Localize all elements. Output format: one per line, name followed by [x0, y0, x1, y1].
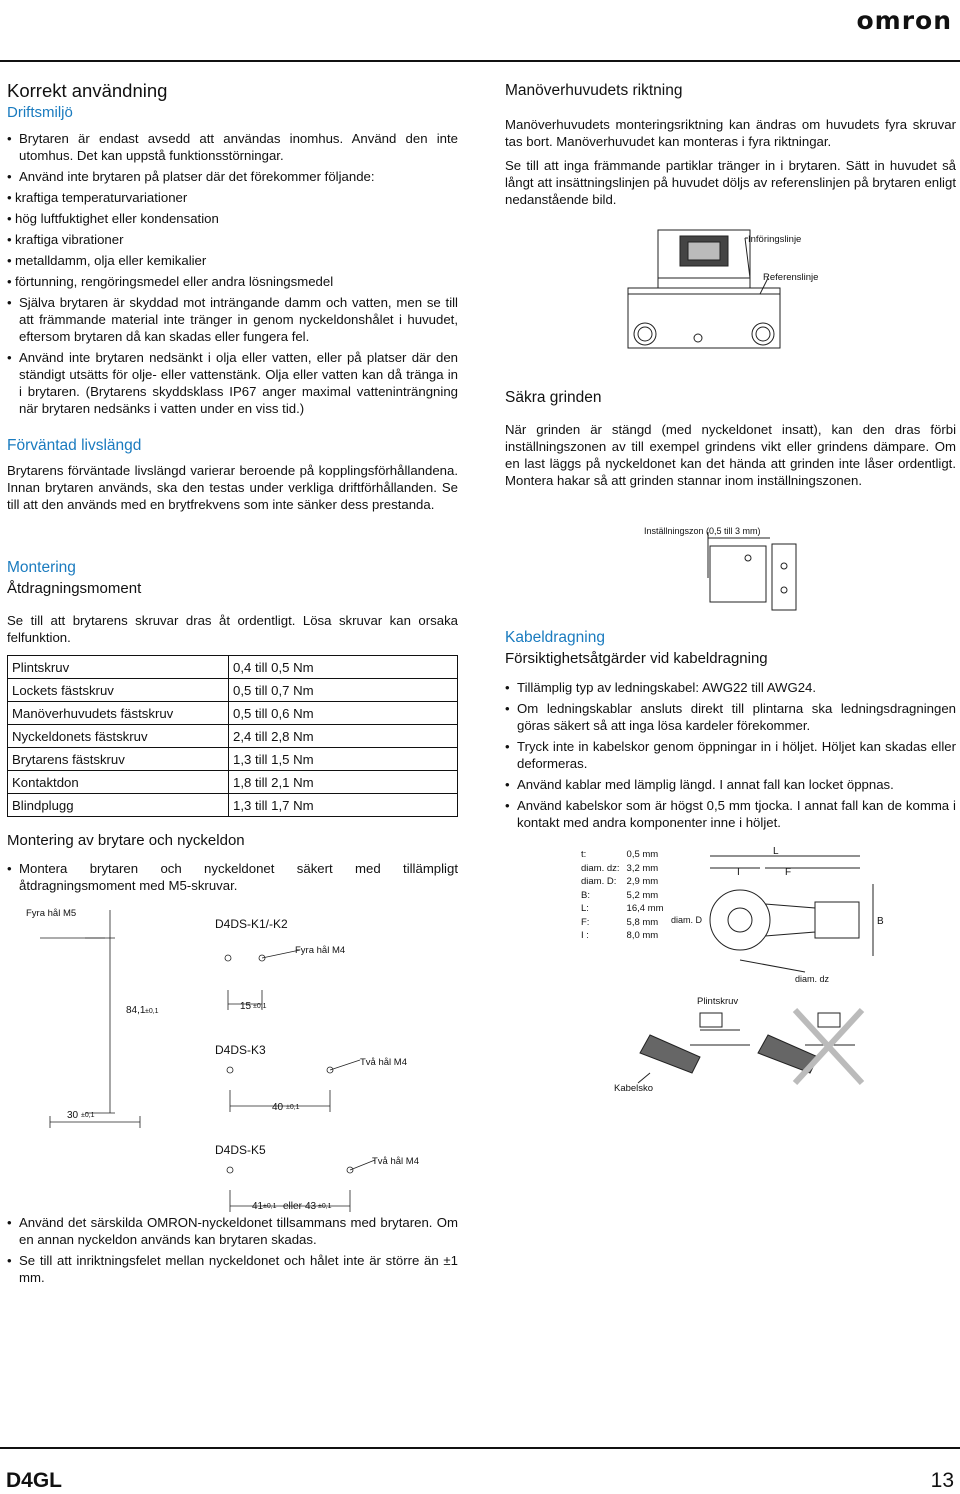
dim-30: 30 — [67, 1110, 79, 1121]
leader-line — [330, 1060, 360, 1070]
switch-body — [628, 288, 780, 348]
label-k1-k2: D4DS-K1/-K2 — [215, 917, 288, 931]
label-F: F — [785, 867, 792, 878]
dir-p2: Se till att inga främmande partiklar tränger in i brytaren. Sätt in huvudet så långt att insättningslinjen på huvudet döljs av referenslinjen på brytaren enligt nedanstående bild. — [505, 158, 956, 207]
table-cell: Brytarens fästskruv — [8, 748, 229, 771]
leader-line — [638, 1073, 650, 1083]
table-row — [8, 702, 458, 725]
footer-model: D4GL — [6, 1469, 63, 1492]
leader-line — [740, 960, 805, 972]
cable-bullet-2: • Om ledningskablar ansluts direkt till plintarna ska ledningsdragningen göras säkert så att inga lösa kardeler förekommer. — [505, 700, 956, 734]
bracket — [772, 544, 796, 610]
label-referenslinje: Referenslinje — [763, 272, 819, 283]
env-section — [7, 130, 458, 421]
env-sub-3: • kraftiga vibrationer — [7, 231, 458, 248]
spec-key: I : — [581, 930, 589, 941]
heading-manoverhuvudets-riktning: Manöverhuvudets riktning — [505, 82, 683, 99]
heading-montering: Montering — [7, 559, 76, 576]
tolerance: ±0,1 — [145, 1008, 159, 1015]
env-bullet-1: • Brytaren är endast avsedd att användas inomhus. Använd den inte utomhus. Det kan uppstå funktionsstörningar. — [7, 130, 458, 164]
env-sub-2: • hög luftfuktighet eller kondensation — [7, 210, 458, 227]
screw-mark — [781, 587, 787, 593]
env-sub-5: • förtunning, rengöringsmedel eller andra lösningsmedel — [7, 273, 458, 290]
spec-key: L: — [581, 903, 589, 914]
mount-hole — [634, 323, 656, 345]
env-sub-1: • kraftiga temperaturvariationer — [7, 189, 458, 206]
torque-table — [7, 655, 458, 817]
heading-driftsmiljo: Driftsmiljö — [7, 104, 73, 121]
tolerance: ±0,1 — [253, 1003, 267, 1010]
lug-ring — [710, 890, 770, 950]
table-row — [8, 794, 458, 817]
spec-value: 5,2 mm — [626, 889, 659, 901]
table-cell: Kontaktdon — [8, 771, 229, 794]
table-row — [8, 679, 458, 702]
env-sub-4: • metalldamm, olja eller kemikalier — [7, 252, 458, 269]
cable-bullet-3: • Tryck inte in kabelskor genom öppningar in i höljet. Höljet kan skadas eller deformeras. — [505, 738, 956, 772]
heading-forvantad-livslangd: Förväntad livslängd — [7, 437, 142, 454]
screw-mark — [694, 334, 702, 342]
table-cell: 1,3 till 1,7 Nm — [229, 794, 458, 817]
lug-hole — [728, 908, 752, 932]
spec-key: t: — [581, 849, 587, 860]
dim-43: 43 — [305, 1201, 317, 1212]
cable-section — [505, 679, 956, 835]
torque-table-wrap — [7, 655, 458, 817]
title-korrekt-anvandning: Korrekt användning — [7, 80, 168, 101]
cable-bullet-1: • Tillämplig typ av ledningskabel: AWG22 till AWG24. — [505, 679, 956, 696]
gate-text: När grinden är stängd (med nyckeldonet insatt), kan den dras förbi inställningszonen av till exempel grindens vikt eller grindens dämpare. Om en last läggs på nyckeldonet kan det hända att grinden inte låser ordentligt. Montera hakar så att grinden stannar inom inställningszonen. — [505, 422, 956, 488]
env-bullet-4: • Använd inte brytaren nedsänkt i olja eller vatten, eller på platser där den ständigt utsätts för olje- eller vattenstänk. Olja eller vatten kan då tränga in i brytaren. (Brytarens skyddsklass IP67 anger maximal vatteninträngning när brytaren nedsänks i vatten under en viss tid.) — [7, 349, 458, 417]
screw-head — [700, 1013, 722, 1027]
table-cell: Blindplugg — [8, 794, 229, 817]
tolerance: ±0,1 — [263, 1203, 277, 1210]
lug-diagram — [665, 844, 895, 994]
spec-value: 2,9 mm — [626, 876, 659, 887]
final-bullet-1: • Använd det särskilda OMRON-nyckeldonet tillsammans med brytaren. Om en annan nyckeldon används kan brytaren skadas. — [7, 1214, 458, 1248]
table-row — [8, 725, 458, 748]
life-text: Brytarens förväntade livslängd varierar beroende på kopplingsförhållandena. Innan brytaren används, ska den testas under verkliga driftförhållanden. Se till att den används med en brytfrekvens som inte sänker dess prestanda. — [7, 463, 458, 512]
lug-body — [640, 1035, 700, 1073]
label-L: L — [773, 846, 779, 857]
screw-mark — [745, 555, 751, 561]
table-cell: 1,8 till 2,1 Nm — [229, 771, 458, 794]
tolerance: ±0,1 — [81, 1112, 95, 1119]
label-tva-hal-m4-b: Två hål M4 — [372, 1156, 419, 1167]
table-cell: 0,5 till 0,7 Nm — [229, 679, 458, 702]
spec-value: 16,4 mm — [626, 903, 664, 914]
mount-hole-inner — [638, 327, 652, 341]
label-diam-dz: diam. dz — [795, 974, 830, 984]
key-slot-inner — [688, 242, 720, 260]
mount-hole — [752, 323, 774, 345]
table-cell: 2,4 till 2,8 Nm — [229, 725, 458, 748]
label-B: B — [877, 916, 884, 927]
hole-mark — [227, 1067, 233, 1073]
table-row — [8, 748, 458, 771]
spec-value: 8,0 mm — [626, 930, 659, 941]
table-row — [8, 771, 458, 794]
label-I: I — [737, 867, 740, 878]
spec-key: B: — [581, 889, 590, 901]
spec-value: 0,5 mm — [626, 849, 659, 860]
header-rule — [0, 60, 960, 62]
heading-atdragningsmoment: Åtdragningsmoment — [7, 580, 142, 597]
tolerance: ±0,1 — [318, 1203, 332, 1210]
label-installningszon: Inställningszon (0,5 till 3 mm) — [644, 526, 761, 536]
torque-text: Se till att brytarens skruvar dras åt ordentligt. Lösa skruvar kan orsaka felfunktion. — [7, 613, 458, 645]
label-fyra-hal-m5: Fyra hål M5 — [26, 908, 77, 919]
heading-sakra-grinden: Säkra grinden — [505, 389, 602, 406]
label-eller: eller — [283, 1201, 302, 1212]
label-inforingslinje: Införingslinje — [748, 234, 802, 245]
final-bullet-2: • Se till att inriktningsfelet mellan nyckeldonet och hålet inte är större än ±1 mm. — [7, 1252, 458, 1286]
table-cell: Manöverhuvudets fästskruv — [8, 702, 229, 725]
cable-bullet-5: • Använd kabelskor som är högst 0,5 mm tjocka. I annat fall kan de komma i kontakt med andra komponenter inne i höljet. — [505, 797, 956, 831]
table-cell: Plintskruv — [8, 656, 229, 679]
dim-84-1: 84,1 — [126, 1005, 146, 1016]
footer-page-number: 13 — [930, 1469, 954, 1492]
table-cell: 0,5 till 0,6 Nm — [229, 702, 458, 725]
label-tva-hal-m4: Två hål M4 — [360, 1057, 407, 1068]
dim-41: 41 — [252, 1201, 264, 1212]
spec-value: 5,8 mm — [626, 916, 659, 928]
wiring-diagram — [590, 995, 870, 1097]
footer-rule — [0, 1447, 960, 1449]
dir-p1: Manöverhuvudets monteringsriktning kan ändras om huvudets fyra skruvar tas bort. Manöverhuvudet kan monteras i fyra riktningar. — [505, 117, 956, 149]
head-direction-diagram — [600, 222, 840, 372]
spec-key: diam. dz: — [581, 862, 620, 874]
cable-bullet-4: • Använd kablar med lämplig längd. I annat fall kan locket öppnas. — [505, 776, 956, 793]
label-kabelsko: Kabelsko — [614, 1083, 654, 1094]
heading-montering-av-brytare: Montering av brytare och nyckeldon — [7, 832, 245, 849]
gate-diagram — [600, 518, 860, 618]
hole-mark — [225, 955, 231, 961]
spec-value: 3,2 mm — [626, 862, 659, 874]
label-plintskruv: Plintskruv — [697, 996, 739, 1007]
table-cell: 0,4 till 0,5 Nm — [229, 656, 458, 679]
label-diam-D: diam. D — [671, 915, 703, 925]
final-section — [7, 1214, 458, 1290]
label-k3: D4DS-K3 — [215, 1043, 266, 1057]
lug-neck — [765, 904, 815, 936]
env-bullet-2: • Använd inte brytaren på platser där det förekommer följande: — [7, 168, 458, 185]
heading-kabeldragning: Kabeldragning — [505, 629, 605, 646]
mounting-diagram — [0, 898, 470, 1216]
env-bullet-3: • Själva brytaren är skyddad mot inträngande damm och vatten, men se till att främmande material inte tränger in genom nyckeldonshålet i huvudet, eftersom brytaren då kan skadas eller fungera fel. — [7, 294, 458, 345]
dim-40: 40 — [272, 1102, 284, 1113]
hole-mark — [227, 1167, 233, 1173]
spec-key: F: — [581, 916, 590, 928]
heading-forsiktighetsatgarder: Försiktighetsåtgärder vid kabeldragning — [505, 650, 768, 667]
lug-barrel — [815, 902, 859, 938]
screw-head-bad — [818, 1013, 840, 1027]
label-k5: D4DS-K5 — [215, 1143, 266, 1157]
screw-mark — [781, 563, 787, 569]
omron-logo: omron — [856, 6, 952, 35]
mount-hole-inner — [756, 327, 770, 341]
dim-15: 15 — [240, 1001, 252, 1012]
table-cell: Lockets fästskruv — [8, 679, 229, 702]
tolerance: ±0,1 — [286, 1104, 300, 1111]
spec-key: diam. D: — [581, 876, 617, 887]
lug-spec-list — [580, 848, 665, 943]
table-cell: 1,3 till 1,5 Nm — [229, 748, 458, 771]
table-cell: Nyckeldonets fästskruv — [8, 725, 229, 748]
key-plate — [710, 546, 766, 602]
table-row — [8, 656, 458, 679]
mount2-section — [7, 860, 458, 898]
label-fyra-hal-m4: Fyra hål M4 — [295, 945, 346, 956]
mount2-bullet: • Montera brytaren och nyckeldonet säkert med tillämpligt åtdragningsmoment med M5-skruvar. — [7, 860, 458, 894]
